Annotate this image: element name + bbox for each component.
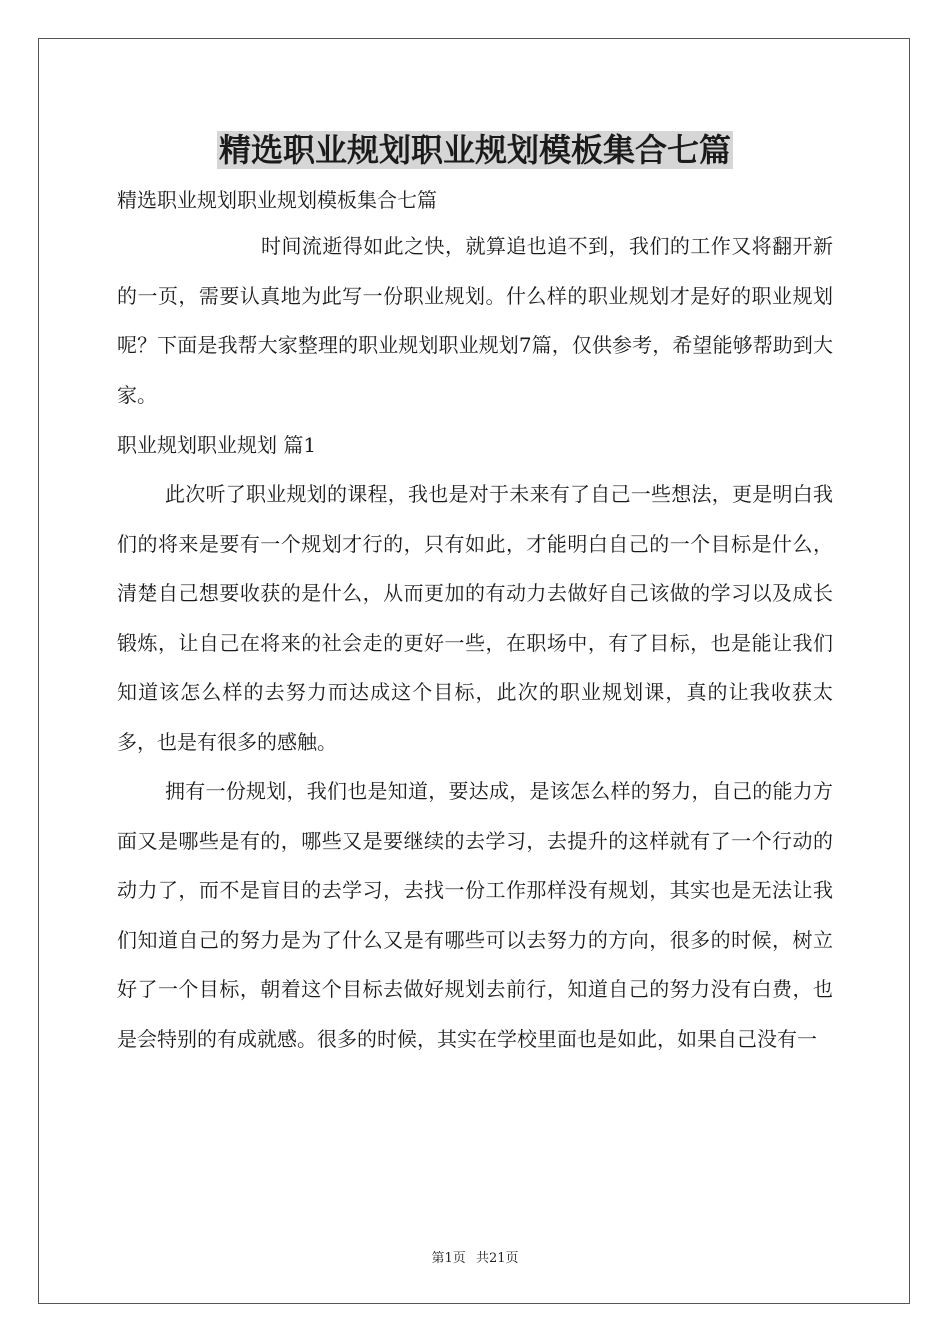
- intro-paragraph: 时间流逝得如此之快，就算追也追不到，我们的工作又将翻开新的一页，需要认真地为此写一份职业规划。什么样的职业规划才是好的职业规划呢？下面是我帮大家整理的职业规划职业规划7篇，仅供参考，希望能够帮助到大家。: [117, 234, 833, 407]
- section-heading: 职业规划职业规划 篇1: [117, 433, 317, 457]
- body-paragraph-1: 此次听了职业规划的课程，我也是对于未来有了自己一些想法，更是明白我们的将来是要有一个规划才行的，只有如此，才能明白自己的一个目标是什么，清楚自己想要收获的是什么，从而更加的有动力去做好自己该做的学习以及成长锻炼，让自己在将来的社会走的更好一些，在职场中，有了目标，也是能让我们知道该怎么样的去努力而达成这个目标，此次的职业规划课，真的让我收获太多，也是有很多的感触。: [117, 482, 833, 754]
- document-subtitle: 精选职业规划职业规划模板集合七篇: [117, 188, 437, 212]
- body-paragraph-2: 拥有一份规划，我们也是知道，要达成，是该怎么样的努力，自己的能力方面又是哪些是有的，哪些又是要继续的去学习，去提升的这样就有了一个行动的动力了，而不是盲目的去学习，去找一份工作那样没有规划，其实也是无法让我们知道自己的努力是为了什么又是有哪些可以去努力的方向，很多的时候，树立好了一个目标，朝着这个目标去做好规划去前行，知道自己的努力没有白费，也是会特别的有成就感。很多的时候，其实在学校里面也是如此，如果自己没有一: [117, 779, 833, 1051]
- page-number: 第1页: [431, 1251, 466, 1266]
- document-title: [0, 126, 950, 174]
- document-body: [117, 182, 833, 1064]
- page-total: 共21页: [475, 1251, 519, 1266]
- page-footer: [0, 1247, 950, 1266]
- document-title-text: 精选职业规划职业规划模板集合七篇: [218, 131, 731, 169]
